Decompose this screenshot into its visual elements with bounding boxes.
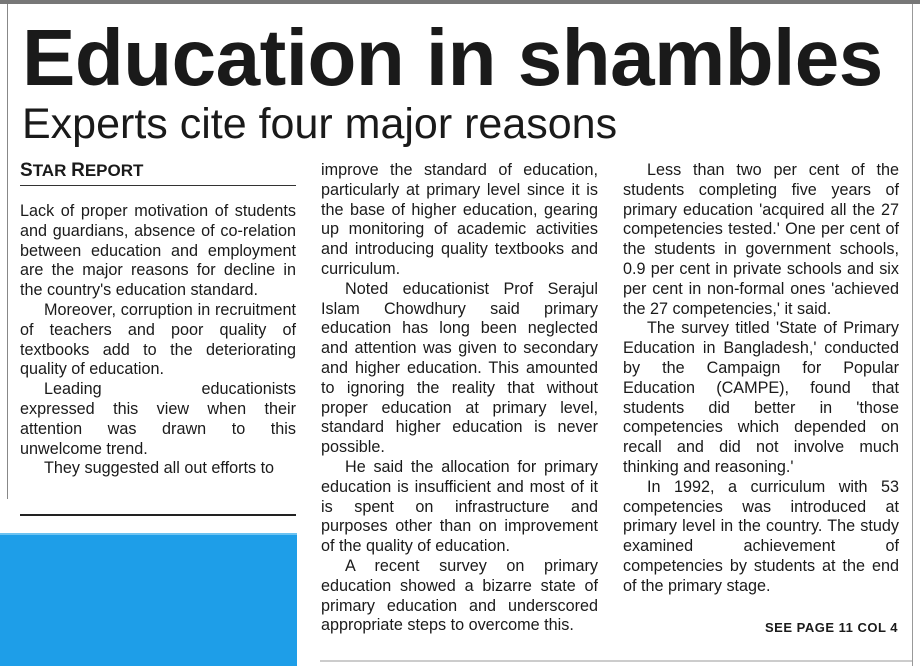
paragraph: In 1992, a curriculum with 53 competencies was introduced at primary level in the country. The study examined achievement of competencies by students at the end of the primary stage. bbox=[623, 477, 899, 595]
paragraph: The survey titled 'State of Primary Education in Bangladesh,' conducted by the Campaign for Popular Education (CAMPE), found that students did better in 'those competencies which depended on recall and did not involve much thinking and reasoning.' bbox=[623, 319, 899, 476]
paragraph: Noted educationist Prof Serajul Islam Chowdhury said primary education has long been neglected and attention was given to secondary and higher education. This amounted to ignoring the reality that without proper education at primary level, standard higher education is never possible. bbox=[321, 279, 598, 457]
paragraph: expressed this view when their attention was drawn to this unwelcome trend. bbox=[20, 399, 296, 458]
left-column-rule bbox=[7, 4, 8, 499]
bottom-rule bbox=[320, 660, 912, 662]
advertisement-top-edge bbox=[0, 533, 297, 535]
article-column-3 bbox=[623, 161, 899, 597]
byline-rule bbox=[20, 185, 296, 186]
column-end-rule bbox=[20, 514, 296, 516]
paragraph: They suggested all out efforts to bbox=[44, 459, 275, 478]
top-border bbox=[0, 0, 920, 4]
headline: Education in shambles bbox=[22, 13, 883, 102]
byline-initial-1: S bbox=[20, 160, 33, 181]
paragraph: A recent survey on primary education showed a bizarre state of primary education and underscored appropriate steps to overcome this. bbox=[321, 556, 598, 635]
article-column-2 bbox=[321, 161, 598, 636]
advertisement-block bbox=[0, 533, 297, 666]
article-column-1 bbox=[20, 202, 296, 479]
byline-rest-1: TAR bbox=[32, 161, 72, 180]
byline-rest-2: EPORT bbox=[84, 161, 144, 180]
paragraph: Moreover, corruption in recruitment of teachers and poor quality of textbooks add to the deteriorating quality of education. bbox=[20, 300, 296, 379]
byline bbox=[20, 160, 296, 182]
paragraph: Less than two per cent of the students completing five years of primary education 'acquired all the 27 competencies tested.' One per cent of the students in government schools, 0.9 per cent in private schools and six per cent in non-formal ones 'achieved the 27 competencies,' it said. bbox=[623, 161, 899, 318]
paragraph: Leading educationists bbox=[44, 380, 296, 399]
paragraph: improve the standard of education, particularly at primary level since it is the base of higher education, gearing up monitoring of academic activities and introducing quality textbooks and curriculum. bbox=[321, 161, 598, 278]
paragraph: Lack of proper motivation of students and guardians, absence of co-relation between education and employment are the major reasons for decline in the country's education standard. bbox=[20, 202, 296, 300]
paragraph: He said the allocation for primary education is insufficient and most of it is spent on infrastructure and purposes other than on improvement of the quality of education. bbox=[321, 457, 598, 556]
continuation-jump[interactable]: SEE PAGE 11 COL 4 bbox=[764, 620, 898, 635]
right-edge-rule bbox=[912, 4, 913, 666]
byline-initial-2: R bbox=[71, 160, 85, 181]
subheadline: Experts cite four major reasons bbox=[22, 100, 618, 148]
